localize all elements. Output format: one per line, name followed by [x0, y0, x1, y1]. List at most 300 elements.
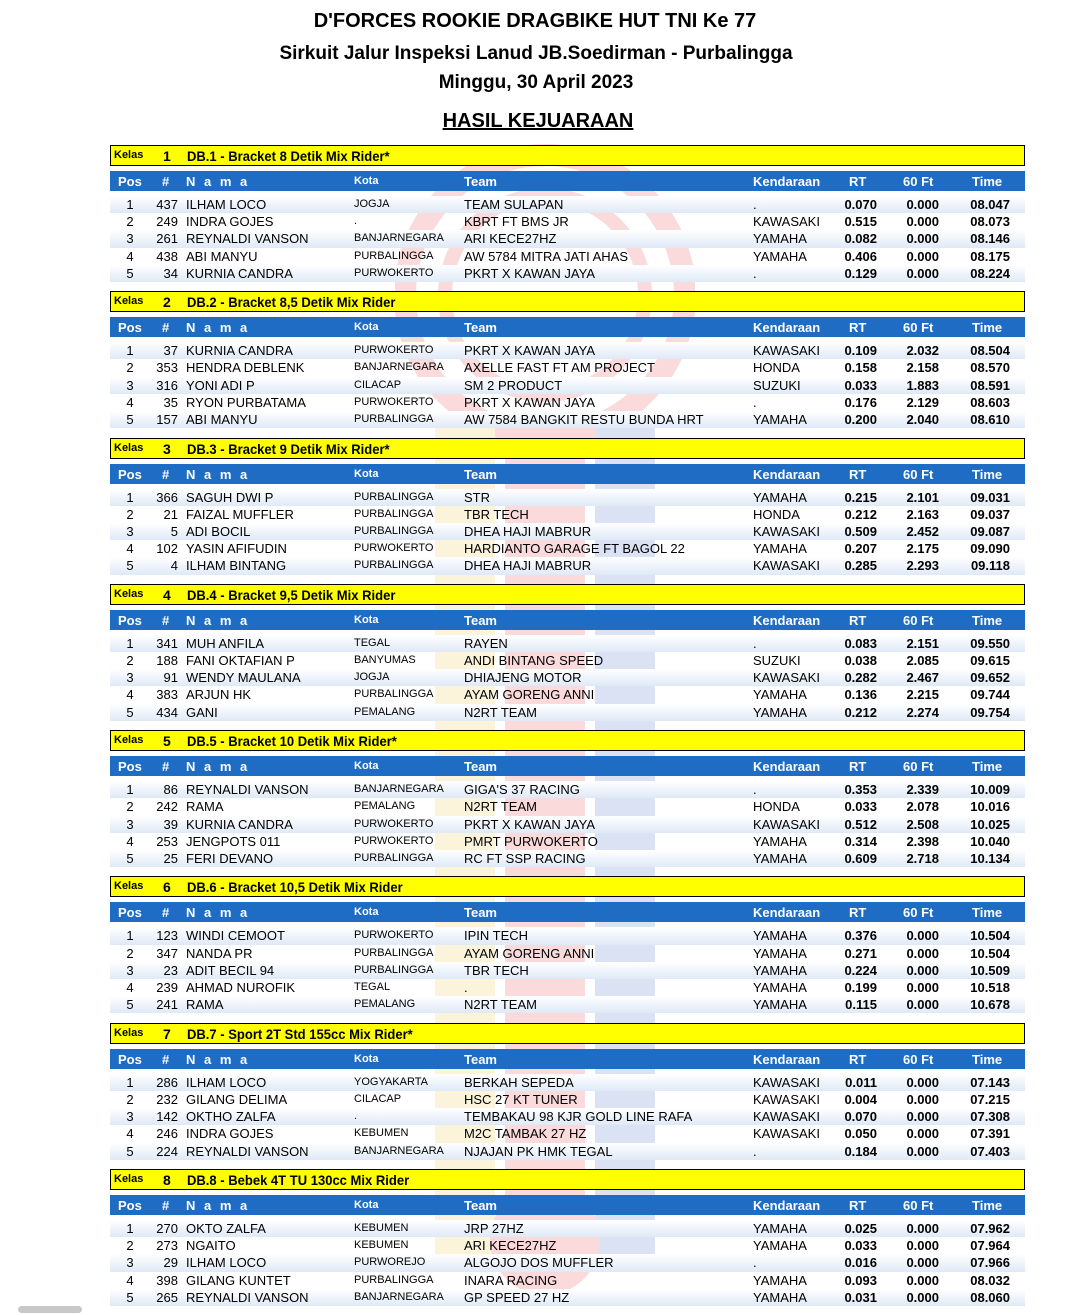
cell-number: 437: [156, 197, 178, 212]
cell-60ft: 0.000: [906, 1255, 939, 1271]
cell-rt: 0.070: [844, 1109, 877, 1125]
cell-60ft: 2.398: [906, 833, 939, 849]
cell-60ft: 0.000: [906, 1221, 939, 1237]
cell-rt: 0.199: [844, 980, 877, 996]
cell-time: 08.146: [970, 231, 1010, 247]
header-team: Team: [464, 466, 497, 482]
cell-team: AXELLE FAST FT AM PROJECT: [464, 360, 655, 376]
table-row: [110, 394, 1025, 411]
cell-60ft: 0.000: [906, 1238, 939, 1254]
header-pos: Pos: [118, 466, 142, 482]
cell-number: 316: [156, 377, 178, 393]
cell-kota: BANJARNEGARA: [354, 1144, 444, 1157]
cell-nama: KURNIA CANDRA: [186, 816, 293, 832]
table-row: [110, 489, 1025, 506]
cell-kendaraan: .: [753, 394, 757, 410]
header-rt: RT: [849, 1198, 867, 1214]
cell-team: ANDI BINTANG SPEED: [464, 653, 604, 669]
cell-pos: 5: [126, 1289, 134, 1305]
cell-rt: 0.353: [844, 782, 877, 798]
header-kota: Kota: [354, 906, 379, 919]
cell-rt: 0.083: [844, 635, 877, 651]
header-kota: Kota: [354, 1052, 379, 1065]
cell-kendaraan: HONDA: [753, 360, 800, 376]
cell-number: 270: [156, 1221, 178, 1237]
cell-time: 10.040: [970, 833, 1010, 849]
cell-team: RC FT SSP RACING: [464, 850, 586, 866]
cell-time: 08.073: [970, 214, 1010, 230]
kelas-label: Kelas: [114, 587, 144, 600]
cell-60ft: 2.508: [906, 816, 939, 832]
cell-60ft: 0.000: [906, 980, 939, 996]
kelas-number: 7: [163, 1025, 171, 1042]
cell-kendaraan: YAMAHA: [753, 687, 807, 703]
class-block: [110, 1023, 1025, 1169]
header-kota: Kota: [354, 613, 379, 626]
cell-number: 353: [156, 360, 178, 376]
kelas-bar: [110, 438, 1025, 459]
cell-nama: NGAITO: [186, 1238, 236, 1254]
cell-nama: GILANG KUNTET: [186, 1272, 291, 1288]
cell-pos: 4: [126, 1126, 134, 1142]
cell-number: 246: [156, 1126, 178, 1142]
cell-nama: YASIN AFIFUDIN: [186, 541, 287, 557]
cell-team: PKRT X KAWAN JAYA: [464, 343, 595, 359]
cell-kendaraan: YAMAHA: [753, 1289, 807, 1305]
table-row: [110, 704, 1025, 721]
cell-rt: 0.285: [844, 558, 877, 574]
cell-team: TEMBAKAU 98 KJR GOLD LINE RAFA: [464, 1109, 693, 1125]
cell-number: 35: [163, 394, 178, 410]
class-block: [110, 584, 1025, 730]
header-time: Time: [972, 320, 1003, 336]
cell-number: 341: [156, 635, 178, 651]
cell-nama: ARJUN HK: [186, 687, 252, 703]
cell-pos: 3: [126, 1109, 134, 1125]
cell-kendaraan: YAMAHA: [753, 1221, 807, 1237]
cell-pos: 2: [126, 799, 134, 815]
kelas-title: DB.7 - Sport 2T Std 155cc Mix Rider*: [187, 1025, 413, 1042]
cell-number: 86: [163, 782, 178, 798]
kelas-title: DB.3 - Bracket 9 Detik Mix Rider*: [187, 440, 390, 457]
header-nama: N a m a: [186, 1198, 250, 1214]
table-row: [110, 411, 1025, 428]
cell-team: GIGA'S 37 RACING: [464, 782, 580, 798]
table-row: [110, 230, 1025, 247]
cell-number: 23: [163, 962, 178, 978]
class-block: [110, 730, 1025, 876]
header-60ft: 60 Ft: [903, 320, 934, 336]
cell-kendaraan: .: [753, 635, 757, 651]
cell-team: GP SPEED 27 HZ: [464, 1289, 570, 1305]
header-rt: RT: [849, 1051, 867, 1067]
cell-kota: JOGJA: [354, 198, 390, 210]
cell-kendaraan: YAMAHA: [753, 833, 807, 849]
header-number: #: [162, 759, 170, 775]
cell-rt: 0.031: [844, 1289, 877, 1305]
cell-team: HARDIANTO GARAGE FT BAGOL 22: [464, 541, 685, 557]
cell-time: 07.391: [970, 1126, 1010, 1142]
cell-nama: ILHAM LOCO: [186, 1074, 267, 1090]
cell-kendaraan: YAMAHA: [753, 248, 807, 264]
class-block: [110, 876, 1025, 1022]
cell-time: 07.966: [970, 1255, 1010, 1271]
table-row: [110, 1254, 1025, 1271]
column-header-row: [110, 464, 1025, 484]
header-pos: Pos: [118, 905, 142, 921]
cell-kota: PURWOKERTO: [354, 834, 434, 847]
cell-number: 224: [156, 1143, 178, 1159]
header-team: Team: [464, 174, 497, 189]
cell-pos: 5: [126, 997, 134, 1013]
cell-kota: PURWOKERTO: [354, 817, 434, 830]
cell-time: 10.134: [970, 850, 1010, 866]
class-block: [110, 438, 1025, 584]
cell-60ft: 2.452: [906, 523, 939, 539]
cell-team: KBRT FT BMS JR: [464, 214, 569, 230]
table-row: [110, 506, 1025, 523]
cell-pos: 3: [126, 523, 134, 539]
cell-nama: HENDRA DEBLENK: [186, 360, 305, 376]
table-row: [110, 359, 1025, 376]
cell-rt: 0.011: [845, 1074, 877, 1090]
cell-nama: OKTO ZALFA: [186, 1221, 266, 1237]
cell-nama: WENDY MAULANA: [186, 670, 301, 686]
header-rt: RT: [849, 905, 867, 921]
results-table: [110, 1074, 1025, 1160]
header-nama: N a m a: [186, 1051, 250, 1067]
header-number: #: [162, 905, 170, 921]
cell-kota: BANYUMAS: [354, 654, 416, 667]
table-row: [110, 196, 1025, 213]
cell-nama: NANDA PR: [186, 945, 253, 961]
table-row: [110, 265, 1025, 282]
table-row: [110, 635, 1025, 652]
cell-kendaraan: YAMAHA: [753, 231, 807, 247]
kelas-title: DB.6 - Bracket 10,5 Detik Mix Rider: [187, 879, 403, 896]
cell-team: DHIAJENG MOTOR: [464, 670, 582, 686]
cell-kota: PURBALINGGA: [354, 413, 434, 426]
cell-rt: 0.129: [844, 265, 877, 281]
header-nama: N a m a: [186, 466, 250, 482]
header-nama: N a m a: [186, 905, 250, 921]
cell-kota: PURWOREJO: [354, 1256, 426, 1269]
kelas-label: Kelas: [114, 149, 144, 161]
cell-rt: 0.093: [844, 1272, 877, 1288]
cell-rt: 0.212: [844, 704, 877, 720]
cell-time: 10.016: [970, 799, 1010, 815]
table-row: [110, 557, 1025, 574]
cell-60ft: 2.718: [906, 850, 939, 866]
cell-kendaraan: HONDA: [753, 506, 800, 522]
cell-team: ARI KECE27HZ: [464, 231, 557, 247]
cell-team: NJAJAN PK HMK TEGAL: [464, 1143, 613, 1159]
cell-pos: 1: [126, 343, 134, 359]
header-team: Team: [464, 1198, 497, 1214]
kelas-number: 8: [163, 1172, 171, 1189]
cell-pos: 2: [126, 653, 134, 669]
cell-60ft: 0.000: [906, 231, 939, 247]
cell-kota: KEBUMEN: [354, 1222, 409, 1235]
venue-subtitle: Sirkuit Jalur Inspeksi Lanud JB.Soedirman - Purbalingga: [279, 43, 793, 64]
cell-kota: PEMALANG: [354, 705, 416, 718]
cell-kendaraan: YAMAHA: [753, 541, 807, 557]
cell-kendaraan: .: [753, 782, 757, 798]
kelas-label: Kelas: [114, 1173, 144, 1186]
table-row: [110, 248, 1025, 265]
table-row: [110, 1091, 1025, 1108]
kelas-title: DB.4 - Bracket 9,5 Detik Mix Rider: [187, 586, 396, 603]
cell-number: 434: [156, 704, 178, 720]
cell-time: 08.060: [970, 1289, 1010, 1305]
cell-60ft: 0.000: [906, 997, 939, 1013]
cell-number: 123: [156, 928, 178, 944]
header-team: Team: [464, 759, 497, 775]
cell-number: 34: [163, 265, 178, 281]
table-row: [110, 669, 1025, 686]
cell-nama: ILHAM LOCO: [186, 1255, 267, 1271]
header-number: #: [162, 174, 170, 189]
kelas-number: 3: [163, 440, 171, 457]
cell-nama: ABI MANYU: [186, 248, 258, 264]
column-header-row: [110, 171, 1025, 191]
cell-kota: PURWOKERTO: [354, 266, 434, 279]
kelas-bar: [110, 1023, 1025, 1044]
cell-nama: REYNALDI VANSON: [186, 1289, 309, 1305]
cell-rt: 0.376: [844, 928, 877, 944]
header-number: #: [162, 1198, 170, 1214]
cell-number: 383: [156, 687, 178, 703]
cell-kendaraan: KAWASAKI: [753, 1091, 820, 1107]
cell-pos: 4: [126, 980, 134, 996]
kelas-title: DB.1 - Bracket 8 Detik Mix Rider*: [187, 148, 390, 164]
class-block: [110, 145, 1025, 291]
cell-kendaraan: KAWASAKI: [753, 343, 820, 359]
cell-number: 265: [156, 1289, 178, 1305]
cell-60ft: 0.000: [906, 1272, 939, 1288]
header-nama: N a m a: [186, 612, 250, 628]
cell-number: 438: [156, 248, 178, 264]
cell-nama: RYON PURBATAMA: [186, 394, 306, 410]
cell-time: 08.570: [970, 360, 1010, 376]
cell-rt: 0.509: [844, 523, 877, 539]
cell-kota: TEGAL: [354, 981, 391, 994]
cell-rt: 0.016: [844, 1255, 877, 1271]
cell-nama: REYNALDI VANSON: [186, 1143, 309, 1159]
cell-60ft: 2.129: [906, 394, 939, 410]
cell-rt: 0.025: [844, 1221, 877, 1237]
cell-kota: PURBALINGGA: [354, 524, 434, 537]
kelas-label: Kelas: [114, 295, 144, 308]
cell-number: 286: [156, 1074, 178, 1090]
cell-rt: 0.200: [844, 412, 877, 428]
cell-rt: 0.215: [844, 489, 877, 505]
class-block: [110, 1169, 1025, 1315]
cell-kota: CILACAP: [354, 378, 402, 391]
scrollbar[interactable]: [18, 1306, 82, 1313]
cell-kendaraan: KAWASAKI: [753, 816, 820, 832]
header-60ft: 60 Ft: [903, 1051, 934, 1067]
kelas-label: Kelas: [114, 880, 144, 893]
cell-time: 09.652: [970, 670, 1010, 686]
cell-pos: 5: [126, 1143, 134, 1159]
cell-rt: 0.512: [844, 816, 877, 832]
cell-time: 07.962: [970, 1221, 1010, 1237]
header-rt: RT: [849, 466, 867, 482]
column-header-row: [110, 1049, 1025, 1069]
cell-number: 25: [163, 850, 178, 866]
cell-time: 08.504: [970, 343, 1010, 359]
cell-kendaraan: YAMAHA: [753, 980, 807, 996]
cell-team: N2RT TEAM: [464, 799, 537, 815]
cell-60ft: 0.000: [906, 1074, 939, 1090]
cell-kota: PURWOKERTO: [354, 395, 434, 408]
cell-nama: YONI ADI P: [186, 377, 255, 393]
kelas-label: Kelas: [114, 441, 144, 454]
results-table: [110, 489, 1025, 575]
column-header-row: [110, 756, 1025, 776]
kelas-number: 5: [163, 733, 171, 750]
cell-pos: 5: [126, 850, 134, 866]
cell-number: 29: [163, 1255, 178, 1271]
cell-rt: 0.271: [844, 945, 877, 961]
cell-rt: 0.212: [844, 506, 877, 522]
cell-pos: 1: [126, 1221, 134, 1237]
header-kendaraan: Kendaraan: [753, 612, 821, 628]
header-team: Team: [464, 1051, 497, 1067]
table-row: [110, 686, 1025, 703]
cell-number: 102: [156, 541, 178, 557]
cell-kendaraan: .: [753, 265, 757, 281]
cell-kota: PURBALINGGA: [354, 559, 434, 572]
table-row: [110, 523, 1025, 540]
cell-pos: 5: [126, 558, 134, 574]
cell-nama: INDRA GOJES: [186, 1126, 274, 1142]
cell-kendaraan: YAMAHA: [753, 850, 807, 866]
cell-kota: PURBALINGGA: [354, 688, 434, 701]
cell-nama: AHMAD NUROFIK: [186, 980, 296, 996]
cell-time: 09.550: [970, 635, 1010, 651]
results-container: [110, 145, 1025, 1315]
cell-pos: 3: [126, 231, 134, 247]
cell-kota: BANJARNEGARA: [354, 361, 444, 374]
cell-kota: BANJARNEGARA: [354, 1290, 444, 1303]
cell-kendaraan: YAMAHA: [753, 1272, 807, 1288]
cell-kota: JOGJA: [354, 671, 390, 684]
cell-nama: SAGUH DWI P: [186, 489, 274, 505]
cell-pos: 1: [126, 197, 134, 212]
header-time: Time: [972, 1051, 1003, 1067]
cell-kota: CILACAP: [354, 1092, 402, 1105]
header-time: Time: [972, 612, 1003, 628]
results-table: [110, 342, 1025, 428]
header-kota: Kota: [354, 175, 379, 187]
cell-60ft: 2.274: [906, 704, 939, 720]
header-kota: Kota: [354, 467, 379, 480]
cell-kendaraan: KAWASAKI: [753, 523, 820, 539]
cell-kota: PURWOKERTO: [354, 929, 434, 942]
cell-60ft: 2.293: [906, 558, 939, 574]
cell-number: 37: [163, 343, 178, 359]
cell-rt: 0.070: [844, 197, 877, 212]
kelas-number: 4: [163, 586, 171, 603]
cell-60ft: 0.000: [906, 248, 939, 264]
cell-kendaraan: KAWASAKI: [753, 214, 820, 230]
cell-60ft: 0.000: [906, 197, 939, 212]
cell-pos: 4: [126, 394, 134, 410]
cell-pos: 2: [126, 214, 134, 230]
cell-kota: PURBALINGGA: [354, 249, 434, 262]
header-number: #: [162, 466, 170, 482]
table-row: [110, 1272, 1025, 1289]
cell-team: TEAM SULAPAN: [464, 197, 564, 212]
cell-60ft: 2.175: [906, 541, 939, 557]
cell-60ft: 0.000: [906, 265, 939, 281]
cell-number: 239: [156, 980, 178, 996]
cell-team: AYAM GORENG ANNI: [464, 945, 595, 961]
header-kota: Kota: [354, 760, 379, 773]
page-title: D'FORCES ROOKIE DRAGBIKE HUT TNI Ke 77: [313, 10, 757, 32]
cell-rt: 0.224: [844, 962, 877, 978]
header-kendaraan: Kendaraan: [753, 1198, 821, 1214]
cell-team: N2RT TEAM: [464, 997, 537, 1013]
cell-number: 5: [170, 523, 178, 539]
cell-team: AW 5784 MITRA JATI AHAS: [464, 248, 628, 264]
kelas-bar: [110, 291, 1025, 312]
cell-time: 10.504: [970, 945, 1010, 961]
cell-time: 08.175: [970, 248, 1010, 264]
cell-number: 4: [170, 558, 178, 574]
table-row: [110, 816, 1025, 833]
kelas-bar: [110, 145, 1025, 166]
cell-nama: OKTHO ZALFA: [186, 1109, 276, 1125]
header-60ft: 60 Ft: [903, 466, 934, 482]
header-60ft: 60 Ft: [903, 759, 934, 775]
header-number: #: [162, 1051, 170, 1067]
cell-kota: TEGAL: [354, 636, 391, 649]
class-block: [110, 291, 1025, 437]
cell-team: DHEA HAJI MABRUR: [464, 523, 592, 539]
header-rt: RT: [849, 759, 867, 775]
cell-pos: 4: [126, 687, 134, 703]
cell-nama: FAIZAL MUFFLER: [186, 506, 294, 522]
cell-number: 347: [156, 945, 178, 961]
header-time: Time: [972, 905, 1003, 921]
cell-nama: GANI: [186, 704, 218, 720]
cell-60ft: 2.339: [906, 782, 939, 798]
cell-kendaraan: YAMAHA: [753, 489, 807, 505]
header-kendaraan: Kendaraan: [753, 1051, 821, 1067]
cell-kota: PURWOKERTO: [354, 542, 434, 555]
cell-60ft: 0.000: [906, 1109, 939, 1125]
header-time: Time: [972, 759, 1003, 775]
cell-60ft: 0.000: [906, 945, 939, 961]
kelas-bar: [110, 584, 1025, 605]
kelas-title: DB.5 - Bracket 10 Detik Mix Rider*: [187, 733, 397, 750]
cell-team: BERKAH SEPEDA: [464, 1074, 574, 1090]
header-kendaraan: Kendaraan: [753, 320, 821, 336]
kelas-title: DB.2 - Bracket 8,5 Detik Mix Rider: [187, 294, 396, 311]
cell-team: M2C TAMBAK 27 HZ: [464, 1126, 587, 1142]
cell-kendaraan: YAMAHA: [753, 704, 807, 720]
table-row: [110, 377, 1025, 394]
header-kendaraan: Kendaraan: [753, 759, 821, 775]
cell-pos: 2: [126, 945, 134, 961]
cell-60ft: 0.000: [906, 1143, 939, 1159]
cell-number: 39: [163, 816, 178, 832]
cell-rt: 0.082: [844, 231, 877, 247]
cell-nama: REYNALDI VANSON: [186, 231, 309, 247]
